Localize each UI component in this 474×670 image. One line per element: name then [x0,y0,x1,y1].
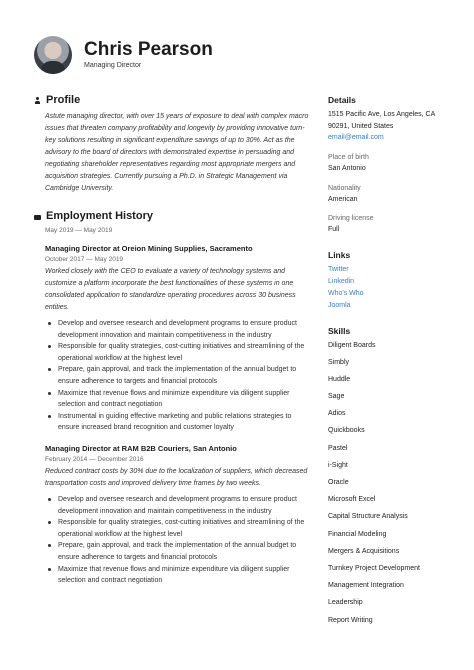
skill-item: Adios [328,410,346,418]
employment-heading [34,209,309,223]
sidebar-column [328,95,453,632]
skill-item: Leadership [328,599,363,607]
job-title: Managing Director at Oreion Mining Supplies, Sacramento [45,244,253,253]
main-column [34,93,309,587]
employment-section [34,209,309,587]
address: 1515 Pacific Ave, Los Angeles, CA 90291, United States [328,111,435,130]
place-of-birth: San Antonio [328,165,366,172]
skill-item: Oracle [328,479,349,486]
briefcase-icon [34,215,41,220]
job-bullets [45,318,309,434]
skill-item: Microsoft Excel [328,496,376,504]
skill-item: Pastel [328,444,348,452]
skills-list [328,340,453,632]
person-icon [34,97,41,104]
place-of-birth-label: Place of birth [328,154,369,161]
skill-item: Management Integration [328,582,404,590]
skill-item: Mergers & Acquisitions [328,547,400,555]
driving-license: Full [328,226,340,233]
avatar [34,36,72,74]
employment-title: Employment History [46,210,153,222]
links-heading: Links [328,249,351,260]
profile-heading [34,93,309,107]
nationality: American [328,195,358,203]
profile-title: Profile [46,94,81,106]
bullet-item: Maximize that revenue flows and minimize expenditure via diligent supplier selection and contract negotiation [45,564,309,587]
link-linkedin[interactable]: Linkedin [328,277,355,285]
link-joomla[interactable]: Joomla [328,301,351,309]
bullet-item: Maximize that revenue flows and minimize expenditure via diligent supplier selection and contract negotiation [45,388,309,411]
skill-item: Quickbooks [328,427,365,435]
job-dates: February 2014 — December 2016 [45,455,144,463]
link-whos-who[interactable]: Who's Who [328,289,364,297]
candidate-name: Chris Pearson [84,39,213,60]
skill-item: Report Writing [328,616,373,624]
link-twitter[interactable]: Twitter [328,265,349,273]
job-entry [45,244,309,434]
bullet-item: Prepare, gain approval, and track the implementation of the annual budget to ensure adherence to targets and financial protocols [45,364,309,387]
bullet-item: Develop and oversee research and development programs to ensure product development innovation and maintain competitiveness in the industry [45,318,309,341]
job-title: Managing Director at RAM B2B Couriers, San Antonio [45,443,237,453]
skill-item: Financial Modeling [328,530,387,538]
skill-item: i-Sight [328,461,348,469]
job-bullets [45,494,309,587]
bullet-item: Develop and oversee research and development programs to ensure product development innovation and maintain competitiveness in the industry [45,494,309,517]
email-link[interactable]: email@email.com [328,134,384,141]
driving-license-label: Driving license [328,215,374,222]
candidate-title: Managing Director [84,62,142,69]
skill-item: Capital Structure Analysis [328,513,408,521]
bullet-item: Responsible for quality strategies, cost-cutting initiatives and streamlining of the operational workflow at the highest level [45,341,309,364]
job-dates: October 2017 — May 2019 [45,256,124,263]
profile-text: Astute managing director, with over 15 years of exposure to deal with complex macro issues that threaten company profitability and longevity by providing innovative turn-key solutions resulting in significant expenditure savings of up to 30%. Act as the advisory to the board of directors with demonstrated expertise in persuading and negotiating shareholder representatives regarding most appropriate mergers and acquisition strategies. Currently pursuing a Ph.D. in Strategic Management via Cambridge University. [45,113,309,192]
links-list [328,264,453,312]
nationality-label: Nationality [328,184,361,192]
skill-item: Simbly [328,358,350,366]
bullet-item: Responsible for quality strategies, cost-cutting initiatives and streamlining of the operational workflow at the highest level [45,517,309,540]
skill-item: Huddle [328,375,351,383]
details-heading: Details [328,95,356,105]
employment-range: May 2019 — May 2019 [45,227,113,234]
job-summary: Worked closely with the CEO to evaluate a variety of technology systems and customize a platform incorporate the best functionalities of these systems in one consolidated application to standardize operating procedures across 30 business entities. [45,268,296,311]
skill-item: Sage [328,393,345,401]
skill-item: Diligent Boards [328,341,376,349]
skills-heading: Skills [328,325,351,336]
job-summary: Reduced contract costs by 30% due to the localization of suppliers, which decreased transportation costs and improved delivery time frames by two weeks. [45,467,308,487]
bullet-item: Prepare, gain approval, and track the implementation of the annual budget to ensure adherence to targets and financial protocols [45,540,309,563]
bullet-item: Instrumental in guiding effective marketing and public relations strategies to ensure increased brand recognition and customer loyalty [45,411,309,434]
skill-item: Turnkey Project Development [328,564,420,572]
job-entry [45,444,309,587]
